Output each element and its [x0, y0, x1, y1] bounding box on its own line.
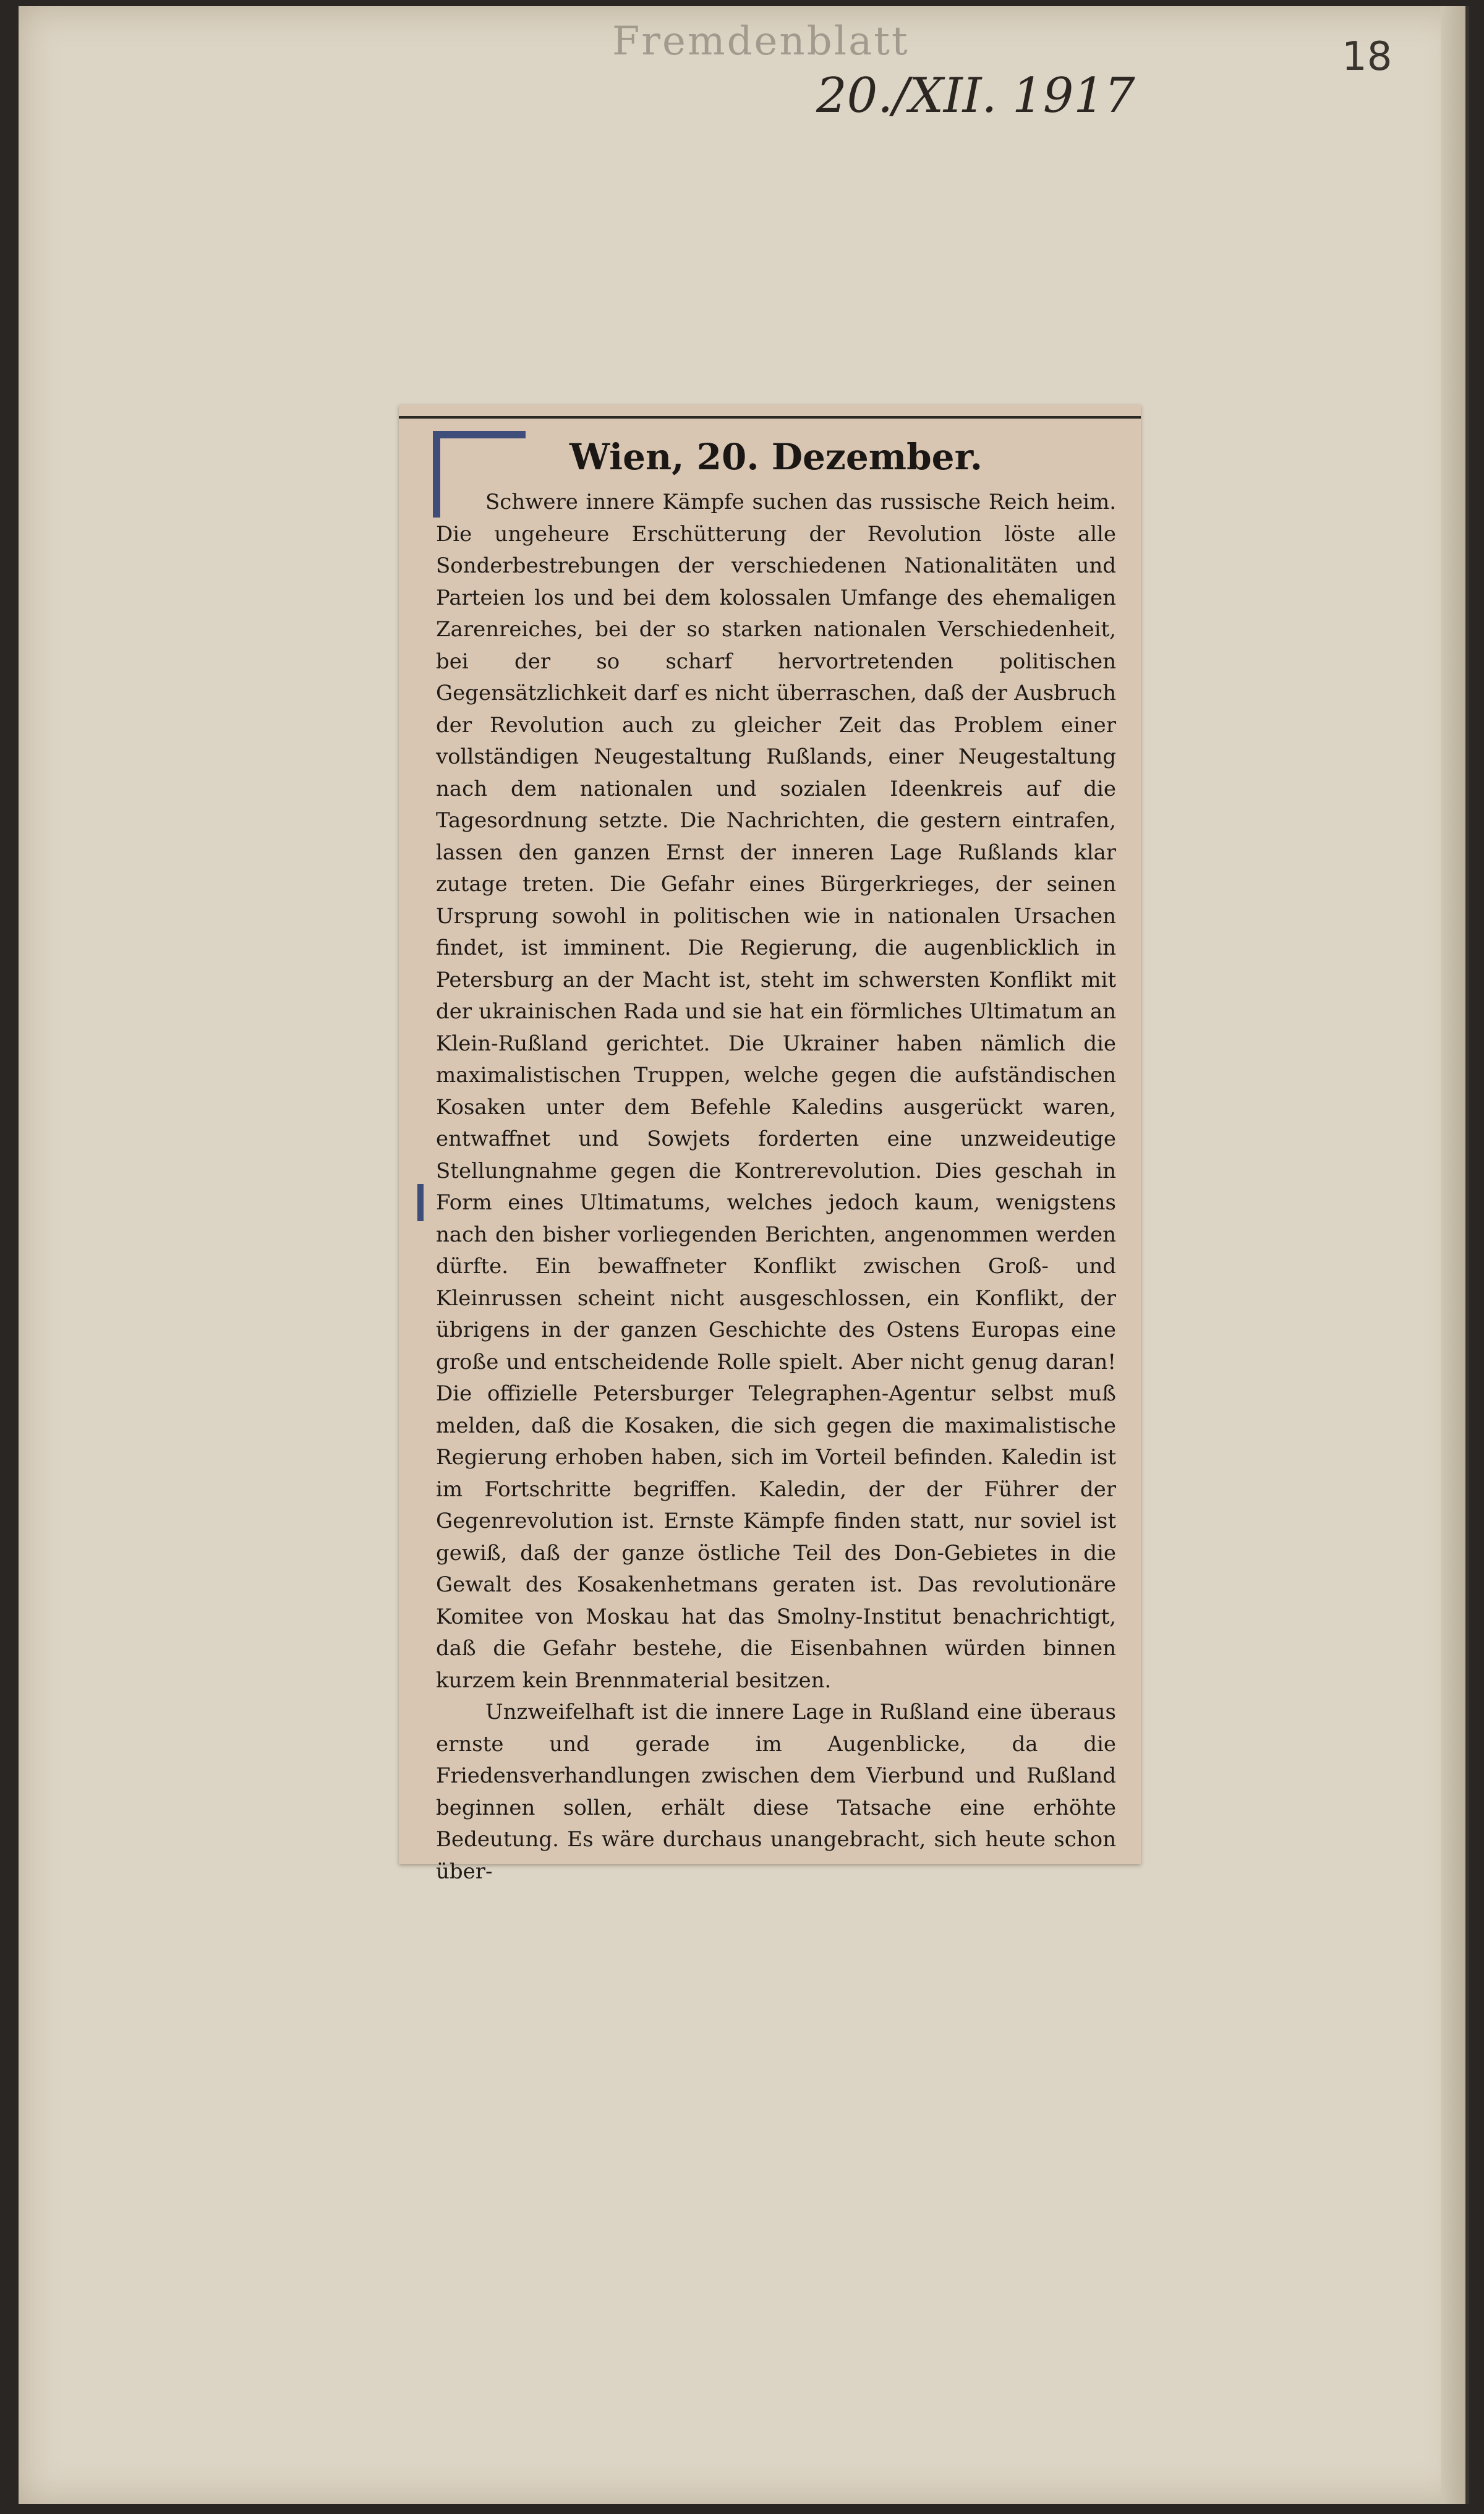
newspaper-stamp: Fremdenblatt [612, 19, 910, 64]
article-title: Wien, 20. Dezember. [569, 436, 983, 478]
article-paragraph: Unzweifelhaft ist die innere Lage in Rußland eine überaus ernste und gerade im Augenblicke, da die Friedensverhandlungen zwischen dem Vierbund und Rußland beginnen sollen, erhält diese Tatsache eine erhöhte Bedeutung. Es wäre durchaus unangebracht, sich heute schon über- [436, 1700, 1116, 1884]
article-paragraph: Schwere innere Kämpfe suchen das russische Reich heim. Die ungeheure Erschütterung der Revolution löste alle Sonderbestrebungen der verschiedenen Nationalitäten und Parteien los und bei dem kolossalen Umfange des ehemaligen Zarenreiches, bei der so starken nationalen Verschiedenheit, bei der so scharf hervortretenden politischen Gegensätzlichkeit darf es nicht überraschen, daß der Ausbruch der Revolution auch zu gleicher Zeit das Problem einer vollständigen Neugestaltung Rußlands, einer Neugestaltung nach dem nationalen und sozialen Ideenkreis auf die Tagesordnung setzte. Die Nachrichten, die gestern eintrafen, lassen den ganzen Ernst der inneren Lage Rußlands klar zutage treten. Die Gefahr eines Bürgerkrieges, der seinen Ursprung sowohl in politischen wie in nationalen Ursachen findet, ist imminent. Die Regierung, die augenblicklich in Petersburg an der Macht ist, steht im schwersten Konflikt mit der ukrainischen Rada und sie hat ein förmliches Ultimatum an Klein-Rußland gerichtet. Die Ukrainer haben nämlich die maximalistischen Truppen, welche gegen die aufständischen Kosaken unter dem Befehle Kaledins ausgerückt waren, entwaffnet und Sowjets forderten eine unzweideutige Stellungnahme gegen die Kontrerevolution. Dies geschah in Form eines Ultimatums, welches jedoch kaum, wenigstens nach den bisher vorliegenden Berichten, angenommen werden dürfte. Ein bewaffneter Konflikt zwischen Groß- und Kleinrussen scheint nicht ausgeschlossen, ein Konflikt, der übrigens in der ganzen Geschichte des Ostens Europas eine große und entscheidende Rolle spielt. Aber nicht genug daran! Die offizielle Petersburger Telegraphen-Agentur selbst muß melden, daß die Kosaken, die sich gegen die maximalistische Regierung erhoben haben, sich im Vorteil befinden. Kaledin ist im Fortschritte begriffen. Kaledin, der der Führer der Gegenrevolution ist. Ernste Kämpfe finden statt, nur soviel ist gewiß, daß der ganze östliche Teil des Don-Gebietes in die Gewalt des Kosakenhetmans geraten ist. Das revolutionäre Komitee von Moskau hat das Smolny-Institut benachrichtigt, daß die Gefahr bestehe, die Eisenbahnen würden binnen kurzem kein Brennmaterial besitzen. [436, 490, 1116, 1693]
newspaper-clipping [399, 405, 1141, 1884]
blue-pencil-mark [433, 431, 440, 518]
blue-pencil-margin-mark [417, 1184, 424, 1221]
paper-edge [1441, 6, 1465, 2504]
blue-pencil-mark-horizontal [433, 431, 526, 438]
archive-sheet [19, 6, 1469, 2504]
article-body [436, 487, 1116, 1888]
page-number: 18 [1342, 34, 1392, 80]
clipping-top-rule [399, 416, 1141, 419]
handwritten-date: 20./XII. 1917 [816, 68, 1135, 124]
